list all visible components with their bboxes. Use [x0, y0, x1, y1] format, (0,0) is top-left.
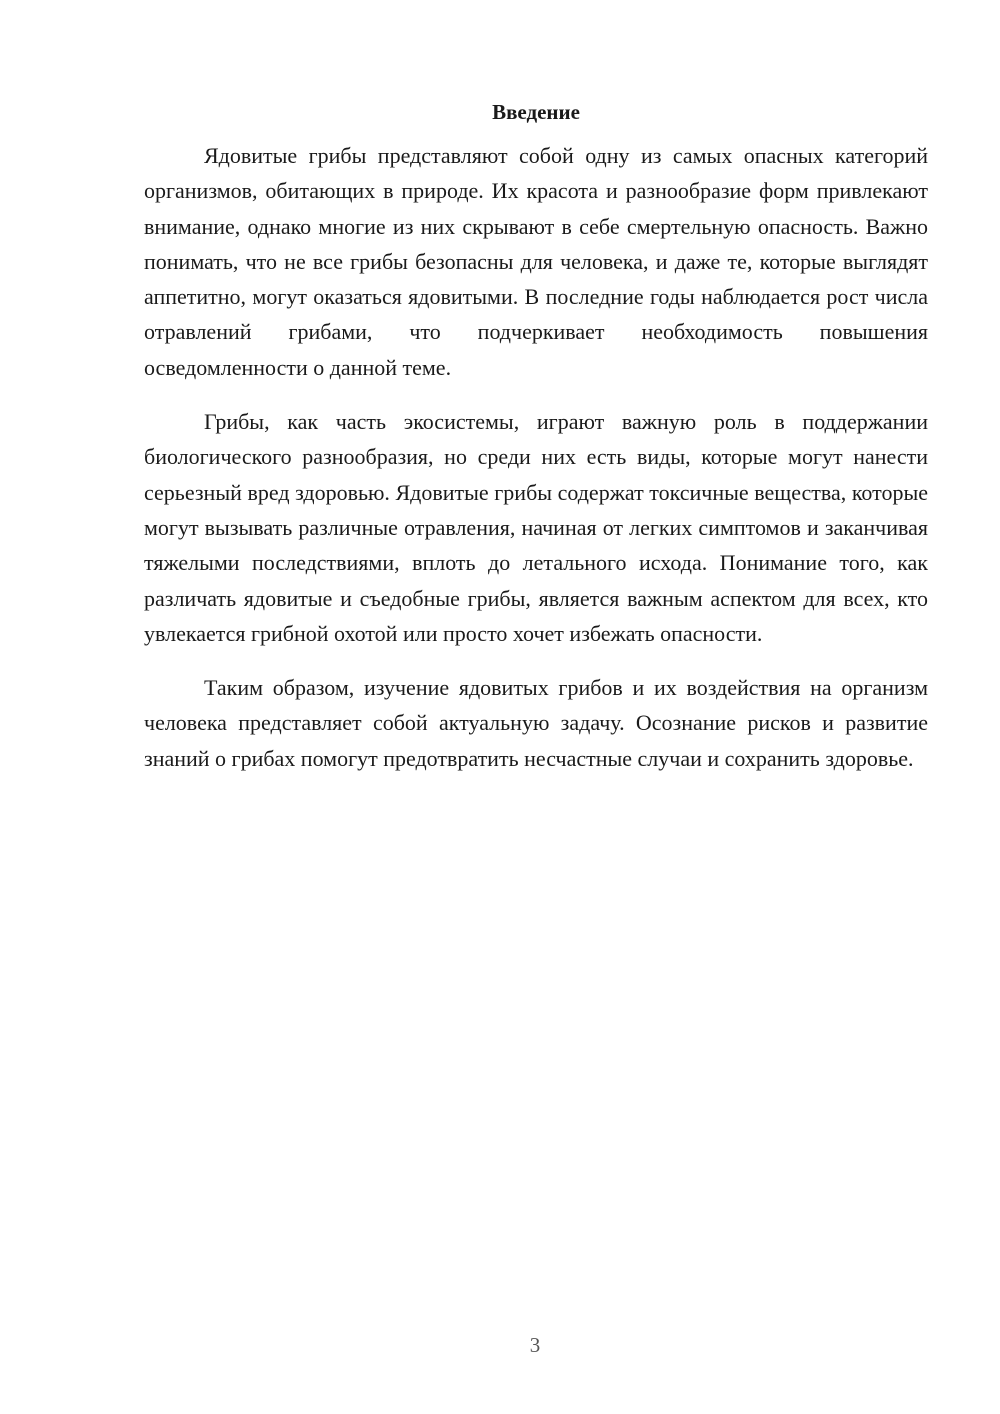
page-number: 3 — [529, 1333, 541, 1357]
paragraph-2: Грибы, как часть экосистемы, играют важную роль в поддержании биологического разнообразия, но среди них есть виды, которые могут нанести серьезный вред здоровью. Ядовитые грибы содержат токсичные вещества, которые могут вызывать различные отравления, начиная от легких симптомов и заканчивая тяжелыми последствиями, вплоть до летального исхода. Понимание того, как различать ядовитые и съедобные грибы, является важным аспектом для всех, кто увлекается грибной охотой или просто хочет избежать опасности. — [144, 409, 928, 646]
page-content — [144, 98, 928, 795]
section-heading: Введение — [492, 100, 580, 124]
paragraph-1: Ядовитые грибы представляют собой одну из самых опасных категорий организмов, обитающих в природе. Их красота и разнообразие форм привлекают внимание, однако многие из них скрывают в себе смертельную опасность. Важно понимать, что не все грибы безопасны для человека, и даже те, которые выглядят аппетитно, могут оказаться ядовитыми. В последние годы наблюдается рост числа отравлений грибами, что подчеркивает необходимость повышения осведомленности о данной теме. — [144, 143, 928, 380]
paragraph-3: Таким образом, изучение ядовитых грибов и их воздействия на организм человека представляет собой актуальную задачу. Осознание рисков и развитие знаний о грибах помогут предотвратить несчастные случаи и сохранить здоровье. — [144, 675, 928, 771]
